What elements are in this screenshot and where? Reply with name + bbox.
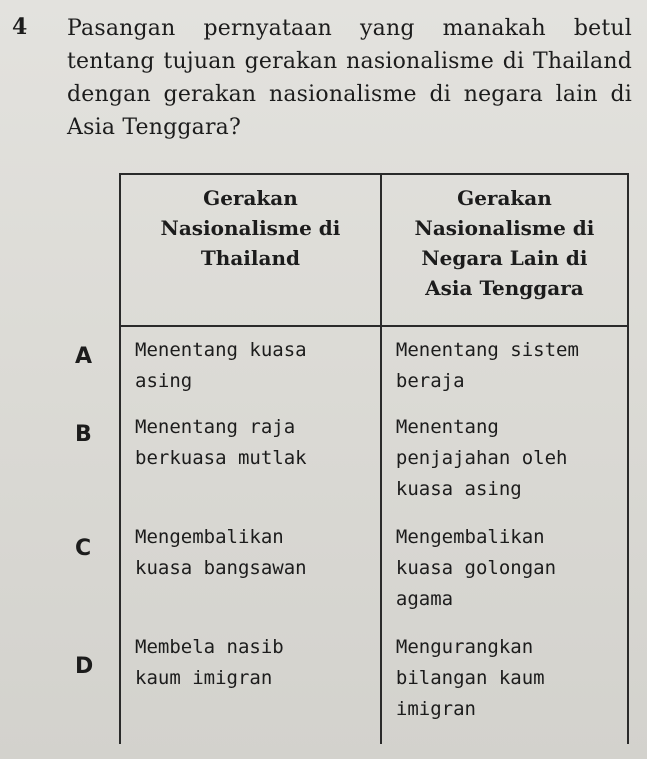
option-d-other: Mengurangkan bilangan kaum imigran	[381, 624, 628, 744]
option-label-b: B	[75, 422, 92, 447]
question-number: 4	[12, 14, 28, 40]
option-c-other: Mengembalikan kuasa golongan agama	[381, 514, 628, 624]
table-row	[120, 404, 628, 514]
question-text	[67, 12, 632, 144]
table-row	[120, 624, 628, 744]
table-header-row	[120, 174, 628, 326]
header-thailand: Gerakan Nasionalisme di Thailand	[120, 174, 381, 326]
question-line: Pasangan pernyataan yang manakah betul	[67, 16, 632, 41]
option-b-thailand: Menentang raja berkuasa mutlak	[120, 404, 381, 514]
option-a-thailand: Menentang kuasa asing	[120, 326, 381, 404]
answer-options-table	[119, 173, 629, 744]
table-row	[120, 326, 628, 404]
question-line: tentang tujuan gerakan nasionalisme di Thailand	[67, 49, 632, 74]
table-row	[120, 514, 628, 624]
question-line: Asia Tenggara?	[67, 115, 241, 140]
option-label-d: D	[75, 654, 94, 679]
option-c-thailand: Mengembalikan kuasa bangsawan	[120, 514, 381, 624]
option-b-other: Menentang penjajahan oleh kuasa asing	[381, 404, 628, 514]
option-label-a: A	[75, 344, 93, 369]
header-other-countries: Gerakan Nasionalisme di Negara Lain di Asia Tenggara	[381, 174, 628, 326]
option-d-thailand: Membela nasib kaum imigran	[120, 624, 381, 744]
option-a-other: Menentang sistem beraja	[381, 326, 628, 404]
question-line: dengan gerakan nasionalisme di negara lain di	[67, 82, 632, 107]
option-label-c: C	[75, 536, 92, 561]
